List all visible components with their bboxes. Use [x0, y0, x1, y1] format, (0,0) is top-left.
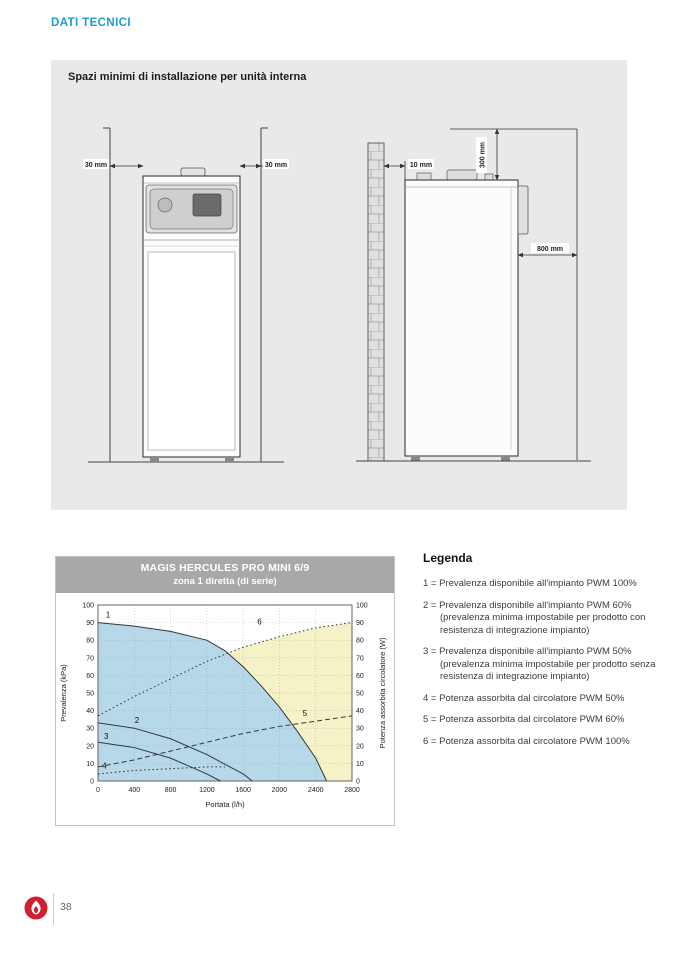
- page-number: 38: [60, 901, 72, 913]
- chart-subtitle: zona 1 diretta (di serie): [173, 576, 277, 587]
- section-title: DATI TECNICI: [51, 17, 131, 29]
- y-right-tick-label: 90: [356, 620, 364, 628]
- control-panel-side: [518, 186, 528, 234]
- curve-number-label: 5: [302, 708, 308, 718]
- installation-panel: [51, 60, 627, 510]
- legend-item: 1 = Prevalenza disponibile all'impianto PWM 100%: [423, 578, 637, 589]
- y-right-tick-label: 20: [356, 743, 364, 751]
- boiler-top-tab: [181, 168, 205, 176]
- front-view-diagram: [81, 115, 301, 475]
- y-right-tick-label: 50: [356, 690, 364, 698]
- chart-legend: [423, 551, 661, 757]
- y-left-tick-label: 10: [86, 760, 94, 768]
- dimension-right-label: 30 mm: [264, 162, 288, 169]
- dimension-top-label-group: [476, 137, 487, 173]
- x-tick-label: 1200: [199, 787, 215, 794]
- y-left-tick-label: 70: [86, 655, 94, 663]
- y-right-tick-label: 40: [356, 708, 364, 716]
- y-left-tick-label: 100: [82, 602, 94, 610]
- y-left-tick-label: 80: [86, 637, 94, 645]
- boiler-foot: [501, 456, 510, 461]
- boiler-door: [148, 252, 235, 450]
- y-right-tick-label: 60: [356, 672, 364, 680]
- y-right-axis-label: Potenza assorbita circolatore (W): [378, 637, 387, 749]
- boiler-foot: [225, 457, 234, 462]
- top-connection: [447, 170, 477, 180]
- top-connection: [485, 174, 493, 180]
- boiler-side-drawing: [356, 170, 591, 461]
- footer-divider: [53, 893, 54, 925]
- legend-item: 3 = Prevalenza disponibile all'impianto PWM 50% (prevalenza minima impostabile per prodotto senza resistenza di integrazione impianto): [423, 646, 656, 683]
- y-left-tick-label: 40: [86, 708, 94, 716]
- y-right-tick-label: 80: [356, 637, 364, 645]
- top-connection: [417, 173, 431, 180]
- y-right-tick-label: 70: [356, 655, 364, 663]
- pump-chart-block: [55, 556, 395, 826]
- x-tick-label: 400: [128, 787, 141, 794]
- dimension-front: [518, 129, 577, 460]
- x-tick-label: 2000: [271, 787, 288, 794]
- y-right-tick-label: 30: [356, 725, 364, 733]
- x-tick-label: 2400: [307, 787, 324, 794]
- curve-number-label: 3: [103, 731, 109, 741]
- legend-title: Legenda: [423, 551, 473, 565]
- side-view-diagram: [351, 115, 601, 475]
- dimension-left-label: 30 mm: [84, 162, 108, 169]
- chart-header: [56, 557, 394, 593]
- chart-title: MAGIS HERCULES PRO MINI 6/9: [140, 562, 310, 574]
- boiler-body-side: [405, 180, 518, 456]
- dimension-wall-label: 10 mm: [409, 162, 433, 169]
- y-right-tick-label: 100: [356, 602, 368, 610]
- y-left-tick-label: 90: [86, 620, 94, 628]
- x-tick-label: 2800: [344, 787, 360, 794]
- legend-item: 5 = Potenza assorbita dal circolatore PWM 60%: [423, 714, 625, 726]
- dimension-top-label: 300 mm: [479, 141, 487, 169]
- x-tick-label: 0: [96, 787, 100, 794]
- boiler-front-drawing: [143, 168, 240, 462]
- x-tick-label: 1600: [235, 787, 251, 794]
- curve-number-label: 4: [102, 761, 107, 771]
- legend-item: 4 = Potenza assorbita dal circolatore PWM 50%: [423, 692, 625, 704]
- boiler-foot: [150, 457, 159, 462]
- x-tick-label: 800: [164, 787, 177, 794]
- y-left-axis-label: Prevalenza (kPa): [59, 664, 68, 722]
- legend-item: 6 = Potenza assorbita dal circolatore PWM 100%: [423, 735, 630, 747]
- brick-wall: [368, 143, 384, 461]
- boiler-knob: [158, 198, 172, 212]
- curve-number-label: 6: [257, 617, 262, 627]
- x-axis-label: Portata (l/h): [205, 800, 245, 809]
- brand-flame-logo-icon: [23, 895, 49, 921]
- y-left-tick-label: 20: [86, 743, 94, 751]
- dimension-wall-gap: [384, 161, 405, 180]
- boiler-display: [193, 194, 221, 216]
- y-left-tick-label: 50: [86, 690, 94, 698]
- y-right-tick-label: 0: [356, 778, 360, 786]
- pump-performance-chart: [56, 593, 394, 825]
- installation-title: Spazi minimi di installazione per unità interna: [68, 71, 307, 83]
- dimension-front-label: 800 mm: [536, 246, 564, 253]
- y-left-tick-label: 30: [86, 725, 94, 733]
- y-right-tick-label: 10: [356, 760, 364, 768]
- y-left-tick-label: 60: [86, 672, 94, 680]
- y-left-tick-label: 0: [90, 778, 94, 786]
- curve-number-label: 2: [134, 715, 140, 725]
- boiler-foot: [411, 456, 420, 461]
- curve-number-label: 1: [105, 610, 111, 620]
- legend-item: 2 = Prevalenza disponibile all'impianto PWM 60% (prevalenza minima impostabile per prodotto con resistenza di integrazione impianto): [423, 599, 646, 636]
